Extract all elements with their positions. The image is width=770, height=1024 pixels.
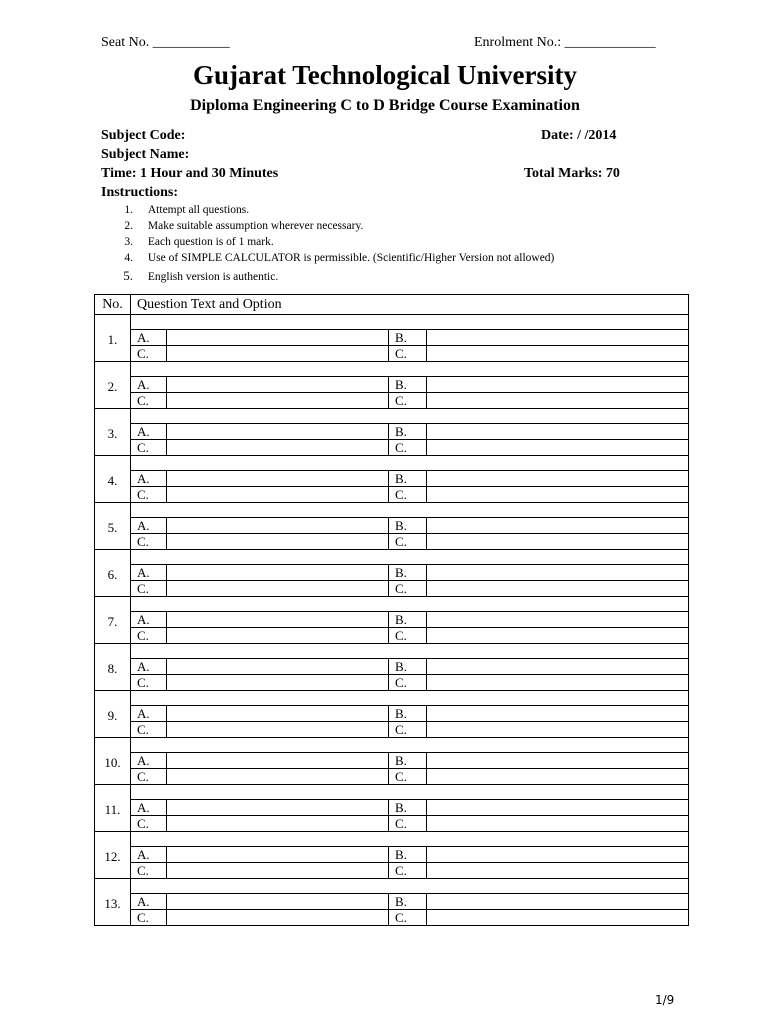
- question-text-row: [95, 550, 689, 565]
- option-d-answer: [427, 487, 689, 503]
- option-row: [95, 440, 689, 456]
- enrolment-no: Enrolment No.: _____________: [474, 35, 656, 50]
- page-number: 1/9: [655, 993, 675, 1007]
- option-c-label: C.: [131, 534, 167, 550]
- option-row: [95, 659, 689, 675]
- option-b-label: B.: [389, 659, 427, 675]
- question-text-row: [95, 738, 689, 753]
- option-row: [95, 706, 689, 722]
- option-c-answer: [167, 863, 389, 879]
- instruction-number: 4.: [124, 252, 133, 264]
- option-d-answer: [427, 628, 689, 644]
- option-b-label: B.: [389, 706, 427, 722]
- option-a-answer: [167, 753, 389, 769]
- instruction-text: Make suitable assumption wherever necessary.: [147, 220, 364, 232]
- option-d-label: C.: [389, 534, 427, 550]
- question-text-cell: [131, 738, 689, 753]
- option-row: [95, 722, 689, 738]
- option-d-answer: [427, 346, 689, 362]
- option-c-answer: [167, 581, 389, 597]
- question-text-row: [95, 315, 689, 330]
- option-c-label: C.: [131, 816, 167, 832]
- option-c-label: C.: [131, 628, 167, 644]
- question-text-row: [95, 691, 689, 706]
- option-c-answer: [167, 393, 389, 409]
- column-header-question: Question Text and Option: [131, 295, 689, 315]
- option-c-answer: [167, 440, 389, 456]
- option-d-answer: [427, 863, 689, 879]
- option-c-label: C.: [131, 581, 167, 597]
- option-a-label: A.: [131, 565, 167, 581]
- option-c-label: C.: [131, 675, 167, 691]
- option-c-answer: [167, 722, 389, 738]
- question-number: 8.: [95, 644, 131, 691]
- option-b-answer: [427, 894, 689, 910]
- instruction-item: [115, 204, 249, 216]
- option-d-label: C.: [389, 487, 427, 503]
- instruction-number: 1.: [124, 204, 133, 216]
- option-row: [95, 847, 689, 863]
- option-c-label: C.: [131, 722, 167, 738]
- option-c-answer: [167, 675, 389, 691]
- instructions-label: Instructions:: [101, 185, 179, 200]
- option-row: [95, 346, 689, 362]
- subject-name-label: Subject Name:: [101, 147, 190, 162]
- option-d-label: C.: [389, 675, 427, 691]
- option-b-answer: [427, 471, 689, 487]
- option-a-answer: [167, 424, 389, 440]
- option-b-label: B.: [389, 894, 427, 910]
- question-text-row: [95, 644, 689, 659]
- option-a-label: A.: [131, 424, 167, 440]
- instruction-item: [115, 236, 274, 248]
- option-b-answer: [427, 847, 689, 863]
- option-d-answer: [427, 393, 689, 409]
- option-b-label: B.: [389, 518, 427, 534]
- question-number: 2.: [95, 362, 131, 409]
- question-text-cell: [131, 315, 689, 330]
- total-marks-label: Total Marks: 70: [524, 166, 620, 181]
- option-a-answer: [167, 847, 389, 863]
- question-text-row: [95, 503, 689, 518]
- question-number: 13.: [95, 879, 131, 926]
- instruction-item: [115, 252, 554, 264]
- option-b-answer: [427, 612, 689, 628]
- instruction-number: 5.: [123, 268, 133, 283]
- option-b-answer: [427, 753, 689, 769]
- option-d-answer: [427, 769, 689, 785]
- option-row: [95, 863, 689, 879]
- date-label: Date: / /2014: [541, 128, 617, 143]
- option-c-label: C.: [131, 346, 167, 362]
- question-text-cell: [131, 832, 689, 847]
- option-row: [95, 393, 689, 409]
- question-table: [94, 294, 689, 926]
- option-c-label: C.: [131, 910, 167, 926]
- question-number: 11.: [95, 785, 131, 832]
- option-d-answer: [427, 534, 689, 550]
- option-row: [95, 581, 689, 597]
- option-d-label: C.: [389, 722, 427, 738]
- question-text-cell: [131, 550, 689, 565]
- time-label: Time: 1 Hour and 30 Minutes: [101, 166, 279, 181]
- question-number: 5.: [95, 503, 131, 550]
- instruction-number: 3.: [124, 236, 133, 248]
- question-number: 1.: [95, 315, 131, 362]
- option-row: [95, 518, 689, 534]
- option-row: [95, 424, 689, 440]
- option-b-answer: [427, 706, 689, 722]
- option-d-label: C.: [389, 816, 427, 832]
- option-b-answer: [427, 518, 689, 534]
- option-c-label: C.: [131, 440, 167, 456]
- option-a-answer: [167, 565, 389, 581]
- option-d-label: C.: [389, 393, 427, 409]
- option-a-label: A.: [131, 659, 167, 675]
- option-c-answer: [167, 910, 389, 926]
- option-b-label: B.: [389, 330, 427, 346]
- option-d-answer: [427, 581, 689, 597]
- option-d-label: C.: [389, 628, 427, 644]
- option-row: [95, 487, 689, 503]
- option-row: [95, 330, 689, 346]
- option-row: [95, 800, 689, 816]
- option-a-label: A.: [131, 847, 167, 863]
- option-d-label: C.: [389, 440, 427, 456]
- option-d-answer: [427, 816, 689, 832]
- question-text-row: [95, 409, 689, 424]
- option-c-answer: [167, 346, 389, 362]
- question-text-cell: [131, 456, 689, 471]
- option-d-answer: [427, 440, 689, 456]
- instruction-text: Attempt all questions.: [147, 204, 250, 216]
- question-text-row: [95, 832, 689, 847]
- option-b-label: B.: [389, 471, 427, 487]
- option-row: [95, 471, 689, 487]
- instruction-text: Each question is of 1 mark.: [147, 236, 274, 248]
- option-row: [95, 910, 689, 926]
- option-a-answer: [167, 471, 389, 487]
- question-number: 9.: [95, 691, 131, 738]
- option-b-answer: [427, 800, 689, 816]
- question-text-cell: [131, 597, 689, 612]
- seat-no: Seat No. ___________: [101, 35, 230, 50]
- option-a-label: A.: [131, 612, 167, 628]
- option-a-answer: [167, 894, 389, 910]
- option-d-answer: [427, 675, 689, 691]
- option-c-label: C.: [131, 487, 167, 503]
- option-a-label: A.: [131, 377, 167, 393]
- option-a-label: A.: [131, 894, 167, 910]
- page-subtitle: Diploma Engineering C to D Bridge Course Examination: [190, 97, 580, 114]
- option-row: [95, 769, 689, 785]
- option-a-answer: [167, 612, 389, 628]
- question-text-cell: [131, 785, 689, 800]
- option-row: [95, 612, 689, 628]
- option-a-label: A.: [131, 471, 167, 487]
- option-a-label: A.: [131, 330, 167, 346]
- question-number: 3.: [95, 409, 131, 456]
- option-b-label: B.: [389, 800, 427, 816]
- option-a-answer: [167, 706, 389, 722]
- option-a-label: A.: [131, 800, 167, 816]
- option-d-label: C.: [389, 346, 427, 362]
- question-number: 4.: [95, 456, 131, 503]
- option-b-label: B.: [389, 565, 427, 581]
- option-b-answer: [427, 424, 689, 440]
- instruction-number: 2.: [124, 220, 133, 232]
- question-text-row: [95, 456, 689, 471]
- option-b-label: B.: [389, 847, 427, 863]
- option-c-label: C.: [131, 393, 167, 409]
- option-c-label: C.: [131, 863, 167, 879]
- subject-code-label: Subject Code:: [101, 128, 186, 143]
- option-a-label: A.: [131, 706, 167, 722]
- question-number: 6.: [95, 550, 131, 597]
- question-text-cell: [131, 362, 689, 377]
- option-row: [95, 753, 689, 769]
- option-a-answer: [167, 518, 389, 534]
- option-b-answer: [427, 565, 689, 581]
- option-row: [95, 377, 689, 393]
- instruction-item: [115, 220, 363, 232]
- option-b-answer: [427, 330, 689, 346]
- question-text-cell: [131, 879, 689, 894]
- option-d-answer: [427, 910, 689, 926]
- option-c-answer: [167, 487, 389, 503]
- option-b-answer: [427, 377, 689, 393]
- page-title: Gujarat Technological University: [193, 60, 577, 90]
- question-number: 10.: [95, 738, 131, 785]
- option-row: [95, 534, 689, 550]
- question-text-row: [95, 879, 689, 894]
- option-a-label: A.: [131, 518, 167, 534]
- question-text-row: [95, 597, 689, 612]
- option-b-label: B.: [389, 424, 427, 440]
- question-text-cell: [131, 644, 689, 659]
- instruction-text: Use of SIMPLE CALCULATOR is permissible. (Scientific/Higher Version not allowed): [147, 252, 555, 264]
- question-text-row: [95, 362, 689, 377]
- instruction-text: English version is authentic.: [147, 271, 279, 283]
- option-d-label: C.: [389, 769, 427, 785]
- option-b-label: B.: [389, 612, 427, 628]
- option-a-answer: [167, 377, 389, 393]
- option-row: [95, 565, 689, 581]
- option-b-answer: [427, 659, 689, 675]
- question-number: 12.: [95, 832, 131, 879]
- option-d-label: C.: [389, 863, 427, 879]
- option-row: [95, 816, 689, 832]
- option-d-answer: [427, 722, 689, 738]
- option-c-label: C.: [131, 769, 167, 785]
- option-c-answer: [167, 816, 389, 832]
- option-b-label: B.: [389, 377, 427, 393]
- option-d-label: C.: [389, 910, 427, 926]
- option-c-answer: [167, 534, 389, 550]
- option-row: [95, 675, 689, 691]
- instruction-item: [115, 268, 278, 284]
- option-row: [95, 628, 689, 644]
- option-b-label: B.: [389, 753, 427, 769]
- question-text-row: [95, 785, 689, 800]
- option-a-answer: [167, 800, 389, 816]
- question-text-cell: [131, 691, 689, 706]
- question-text-cell: [131, 503, 689, 518]
- question-number: 7.: [95, 597, 131, 644]
- option-c-answer: [167, 628, 389, 644]
- option-a-label: A.: [131, 753, 167, 769]
- option-a-answer: [167, 330, 389, 346]
- option-row: [95, 894, 689, 910]
- table-header-row: [95, 295, 689, 315]
- option-c-answer: [167, 769, 389, 785]
- column-header-no: No.: [95, 295, 131, 315]
- question-text-cell: [131, 409, 689, 424]
- option-a-answer: [167, 659, 389, 675]
- option-d-label: C.: [389, 581, 427, 597]
